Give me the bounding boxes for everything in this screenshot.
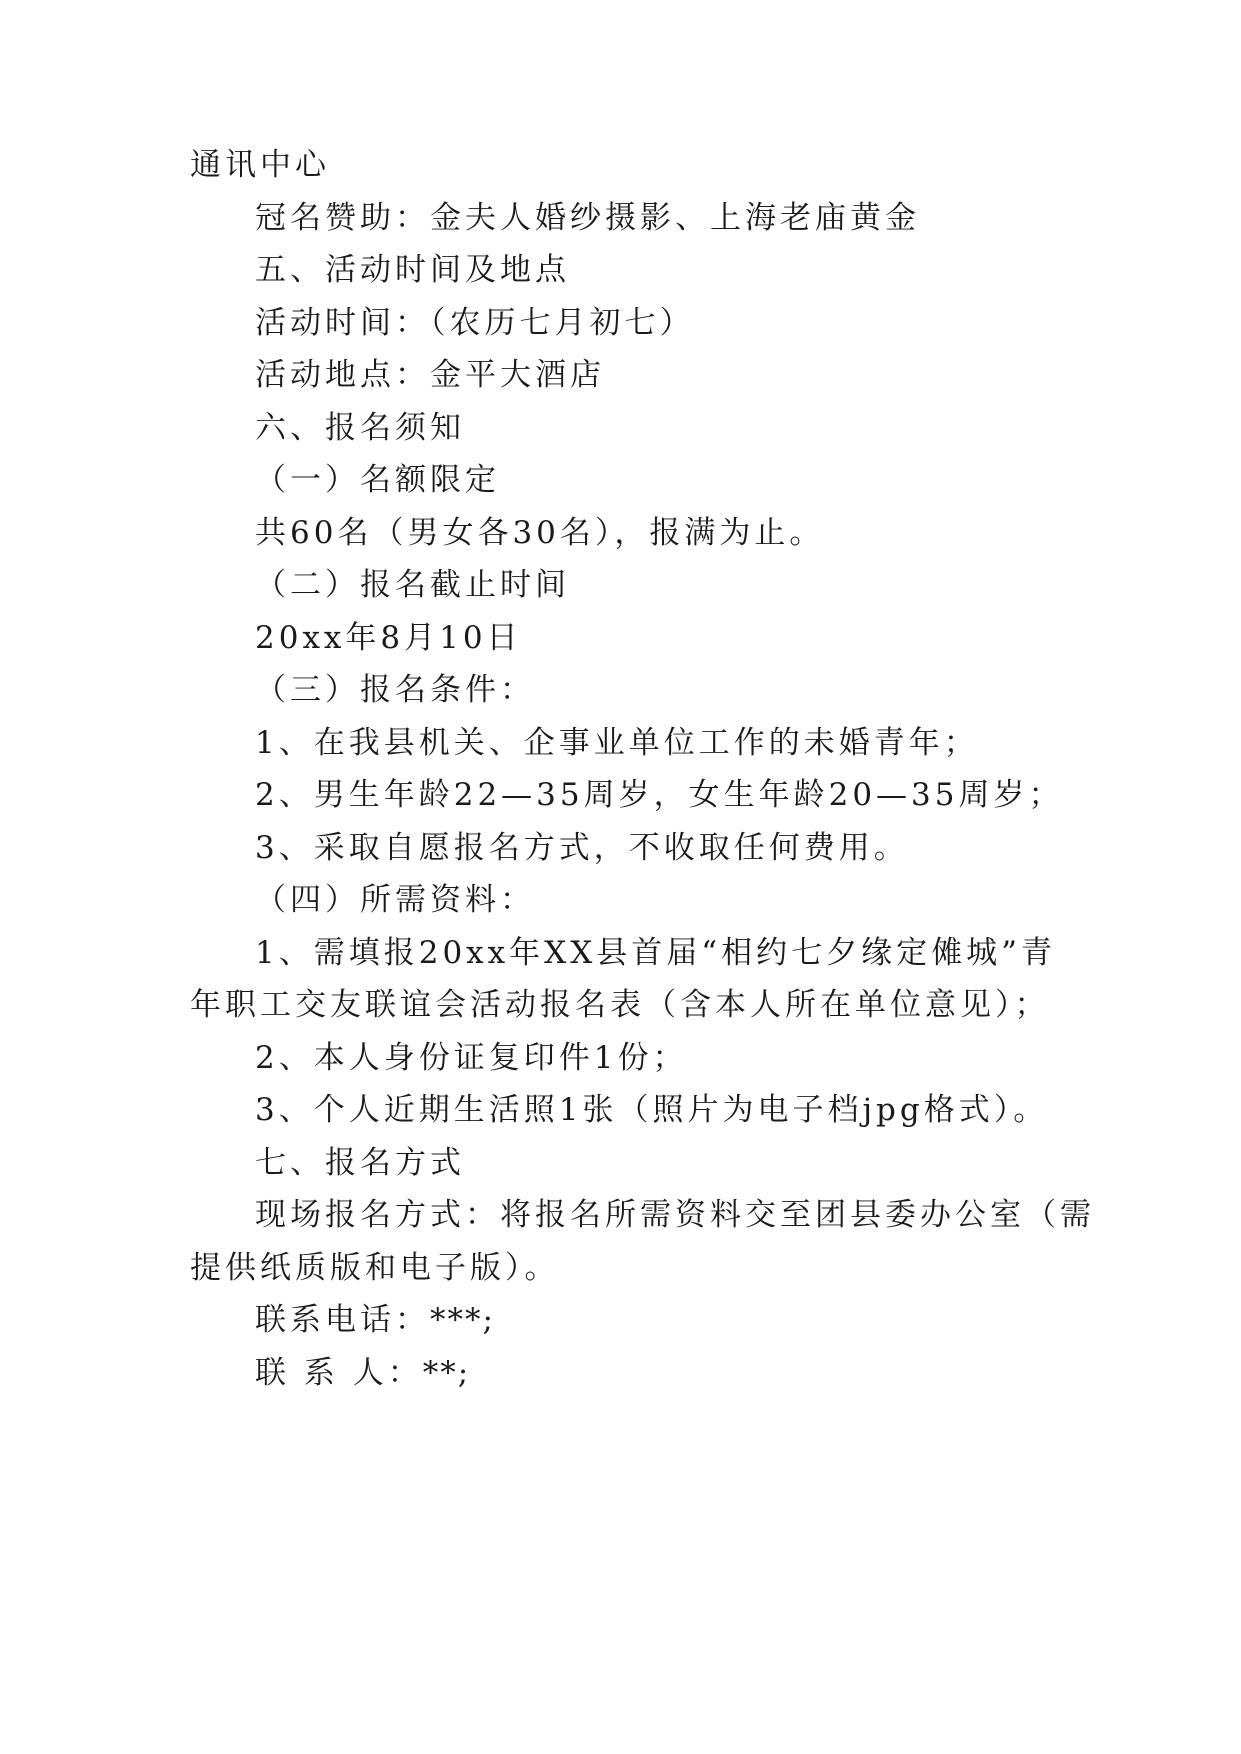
text-line: 通讯中心 [190,147,330,183]
text-line: 2、本人身份证复印件1份； [255,1040,688,1076]
text-line: 2、男生年龄22—35周岁，女生年龄20—35周岁； [255,777,1064,813]
section-heading: 五、活动时间及地点 [255,252,570,288]
section-heading: 七、报名方式 [255,1145,465,1181]
subsection-heading: （三）报名条件： [255,672,535,708]
text-line: 现场报名方式：将报名所需资料交至团县委办公室（需 [255,1197,1095,1233]
section-heading: 六、报名须知 [255,410,465,446]
text-line: 活动地点：金平大酒店 [255,357,605,393]
contact-phone-label: 联系电话： [255,1302,430,1338]
text-line: 活动时间：（农历七月初七） [255,305,695,341]
subsection-heading: （一）名额限定 [255,462,500,498]
contact-phone-line [255,1300,495,1340]
text-line: 年职工交友联谊会活动报名表（含本人所在单位意见）； [190,987,1050,1023]
text-line: 1、需填报20xx年XX县首届“相约七夕缘定傩城”青 [255,935,1056,971]
text-line: 1、在我县机关、企事业单位工作的未婚青年； [255,725,979,761]
contact-person-value: **; [422,1355,471,1391]
text-line: 冠名赞助：金夫人婚纱摄影、上海老庙黄金 [255,200,920,236]
text-line: 提供纸质版和电子版）。 [190,1250,560,1286]
contact-person-line [255,1353,470,1393]
text-line: 3、个人近期生活照1张（照片为电子档jpg格式）。 [255,1092,1049,1128]
text-line: 20xx年8月10日 [255,620,522,656]
text-line: 3、采取自愿报名方式，不收取任何费用。 [255,830,909,866]
subsection-heading: （二）报名截止时间 [255,567,570,603]
contact-person-label: 联 系 人： [255,1355,423,1391]
text-line: 共60名（男女各30名），报满为止。 [255,515,825,551]
contact-phone-value: ***; [430,1302,495,1338]
subsection-heading: （四）所需资料： [255,882,535,918]
